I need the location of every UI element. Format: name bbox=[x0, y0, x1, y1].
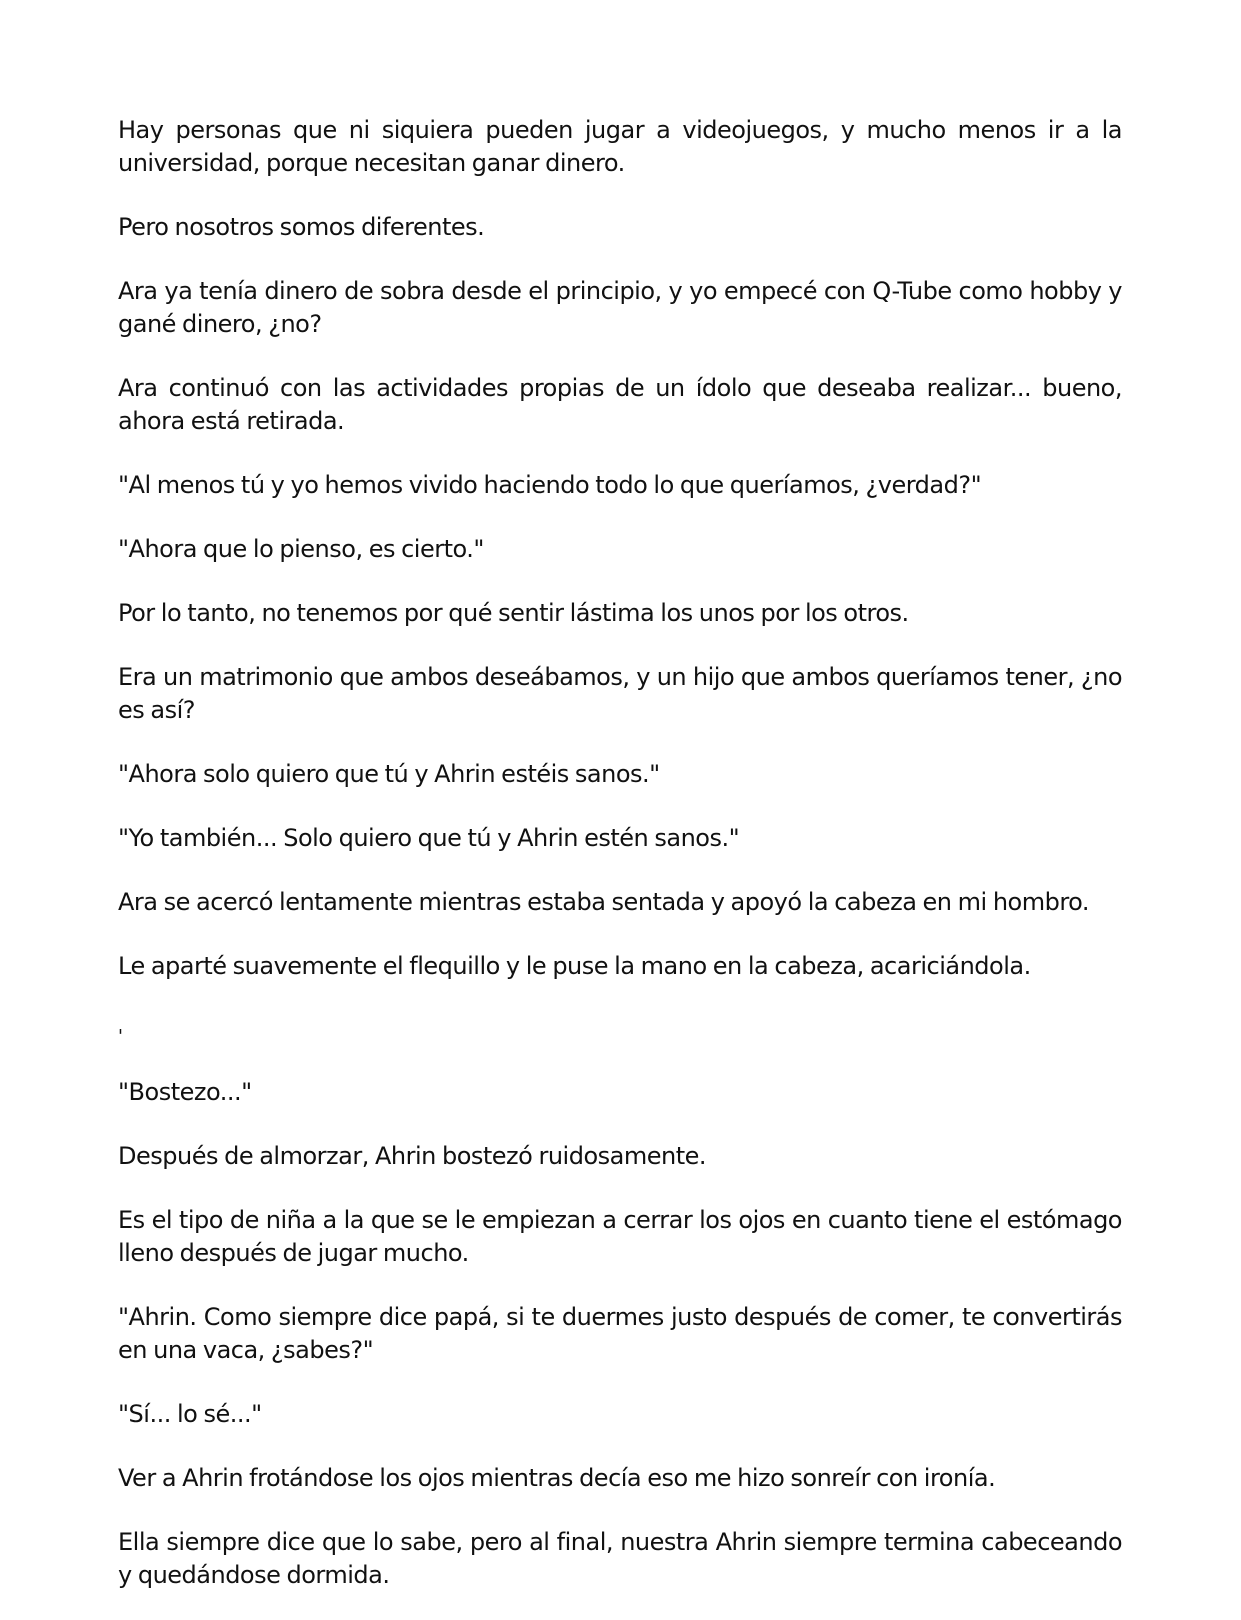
paragraph: "Bostezo..." bbox=[118, 1078, 252, 1106]
paragraph: Ella siempre dice que lo sabe, pero al final, nuestra Ahrin siempre termina cabeceando y quedándose dormida. bbox=[118, 1528, 1122, 1589]
paragraph: Es el tipo de niña a la que se le empiezan a cerrar los ojos en cuanto tiene el estómago lleno después de jugar mucho. bbox=[118, 1206, 1122, 1267]
paragraph: Por lo tanto, no tenemos por qué sentir lástima los unos por los otros. bbox=[118, 599, 909, 627]
body-text bbox=[118, 114, 1122, 1620]
paragraph: Ara continuó con las actividades propias de un ídolo que deseaba realizar... bueno, ahora está retirada. bbox=[118, 374, 1122, 435]
paragraph: Era un matrimonio que ambos deseábamos, y un hijo que ambos queríamos tener, ¿no es así? bbox=[118, 663, 1122, 724]
section-break-mark: ' bbox=[118, 1026, 123, 1047]
paragraph: "Yo también... Solo quiero que tú y Ahrin estén sanos." bbox=[118, 824, 740, 852]
paragraph: "Al menos tú y yo hemos vivido haciendo todo lo que queríamos, ¿verdad?" bbox=[118, 471, 982, 499]
paragraph: Le aparté suavemente el flequillo y le puse la mano en la cabeza, acariciándola. bbox=[118, 952, 1031, 980]
paragraph: Hay personas que ni siquiera pueden jugar a videojuegos, y mucho menos ir a la universidad, porque necesitan ganar dinero. bbox=[118, 116, 1122, 177]
paragraph: "Ahrin. Como siempre dice papá, si te duermes justo después de comer, te convertirás en una vaca, ¿sabes?" bbox=[118, 1303, 1122, 1364]
paragraph: Pero nosotros somos diferentes. bbox=[118, 213, 485, 241]
paragraph: Ara se acercó lentamente mientras estaba sentada y apoyó la cabeza en mi hombro. bbox=[118, 888, 1090, 916]
paragraph: Después de almorzar, Ahrin bostezó ruidosamente. bbox=[118, 1142, 707, 1170]
paragraph: "Sí... lo sé..." bbox=[118, 1400, 262, 1428]
paragraph: Ara ya tenía dinero de sobra desde el principio, y yo empecé con Q-Tube como hobby y gané dinero, ¿no? bbox=[118, 277, 1122, 338]
paragraph: "Ahora que lo pienso, es cierto." bbox=[118, 535, 484, 563]
paragraph: "Ahora solo quiero que tú y Ahrin estéis sanos." bbox=[118, 760, 660, 788]
paragraph: Ver a Ahrin frotándose los ojos mientras decía eso me hizo sonreír con ironía. bbox=[118, 1464, 996, 1492]
